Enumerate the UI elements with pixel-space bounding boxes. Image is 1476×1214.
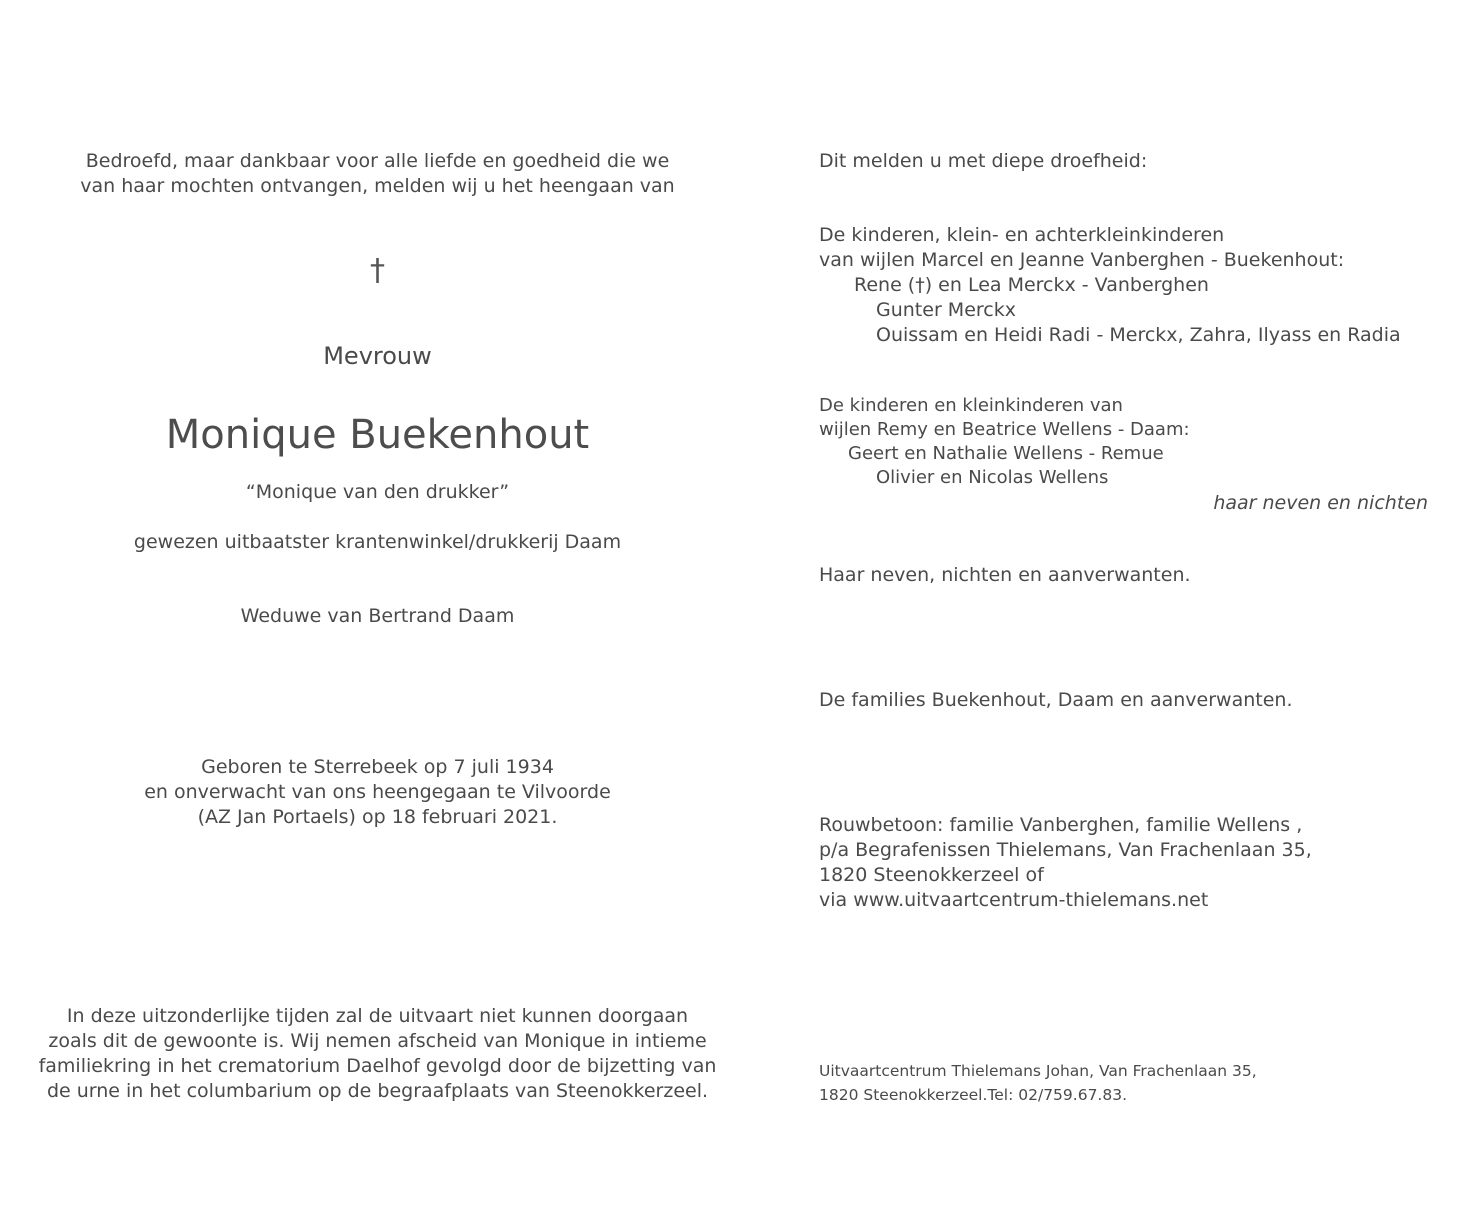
intro-line-1: Bedroefd, maar dankbaar voor alle liefde en goedheid die we xyxy=(85,150,670,172)
death-line: en onverwacht van ons heengegaan te Vilvoorde xyxy=(144,781,611,803)
family2-subsub: Olivier en Nicolas Wellens xyxy=(876,467,1109,488)
funeral-notice-line-2: zoals dit de gewoonte is. Wij nemen afscheid van Monique in intieme xyxy=(48,1030,707,1052)
family2-line-1: De kinderen en kleinkinderen van xyxy=(819,395,1123,416)
announcement: Dit melden u met diepe droefheid: xyxy=(819,150,1148,172)
widow-of: Weduwe van Bertrand Daam xyxy=(240,605,515,627)
funeral-home-line-1: Uitvaartcentrum Thielemans Johan, Van Frachenlaan 35, xyxy=(819,1062,1257,1080)
family1-line-2: van wijlen Marcel en Jeanne Vanberghen - Buekenhout: xyxy=(819,249,1345,271)
cross-icon: † xyxy=(370,253,385,288)
condolences-line-2: p/a Begrafenissen Thielemans, Van Frachenlaan 35, xyxy=(819,839,1312,861)
occupation: gewezen uitbaatster krantenwinkel/drukkerij Daam xyxy=(133,531,622,553)
family-vanberghen xyxy=(819,223,1401,348)
death-place-date-line: (AZ Jan Portaels) op 18 februari 2021. xyxy=(197,806,558,828)
funeral-home-line-2: 1820 Steenokkerzeel.Tel: 02/759.67.83. xyxy=(819,1086,1128,1104)
condolences-website: via www.uitvaartcentrum-thielemans.net xyxy=(819,889,1209,911)
condolences xyxy=(819,813,1312,913)
funeral-home xyxy=(819,1059,1257,1107)
family-wellens xyxy=(819,394,1428,516)
birth-line: Geboren te Sterrebeek op 7 juli 1934 xyxy=(201,756,554,778)
family1-subsub-2: Ouissam en Heidi Radi - Merckx, Zahra, Ilyass en Radia xyxy=(876,324,1401,346)
funeral-notice xyxy=(0,1004,755,1104)
funeral-notice-line-4: de urne in het columbarium op de begraafplaats van Steenokkerzeel. xyxy=(46,1080,709,1102)
family1-sub: Rene (†) en Lea Merckx - Vanberghen xyxy=(854,274,1209,296)
intro-text xyxy=(0,149,755,199)
honorific: Mevrouw xyxy=(323,342,432,370)
deceased-name: Monique Buekenhout xyxy=(165,412,590,458)
condolences-line-1: Rouwbetoon: familie Vanberghen, familie Wellens , xyxy=(819,814,1303,836)
funeral-notice-line-1: In deze uitzonderlijke tijden zal de uitvaart niet kunnen doorgaan xyxy=(66,1005,689,1027)
family2-line-2: wijlen Remy en Beatrice Wellens - Daam: xyxy=(819,419,1190,440)
condolences-line-3: 1820 Steenokkerzeel of xyxy=(819,864,1044,886)
funeral-notice-line-3: familiekring in het crematorium Daelhof gevolgd door de bijzetting van xyxy=(38,1055,717,1077)
right-panel xyxy=(819,0,1459,1214)
nickname: “Monique van den drukker” xyxy=(245,481,510,503)
birth-death-text xyxy=(0,755,755,830)
intro-line-2: van haar mochten ontvangen, melden wij u het heengaan van xyxy=(80,175,675,197)
relatives: Haar neven, nichten en aanverwanten. xyxy=(819,564,1191,586)
family1-subsub-1: Gunter Merckx xyxy=(876,299,1016,321)
family2-note: haar neven en nichten xyxy=(1213,492,1428,514)
family1-line-1: De kinderen, klein- en achterkleinkinderen xyxy=(819,224,1225,246)
families: De families Buekenhout, Daam en aanverwanten. xyxy=(819,689,1293,711)
family2-sub: Geert en Nathalie Wellens - Remue xyxy=(848,443,1164,464)
